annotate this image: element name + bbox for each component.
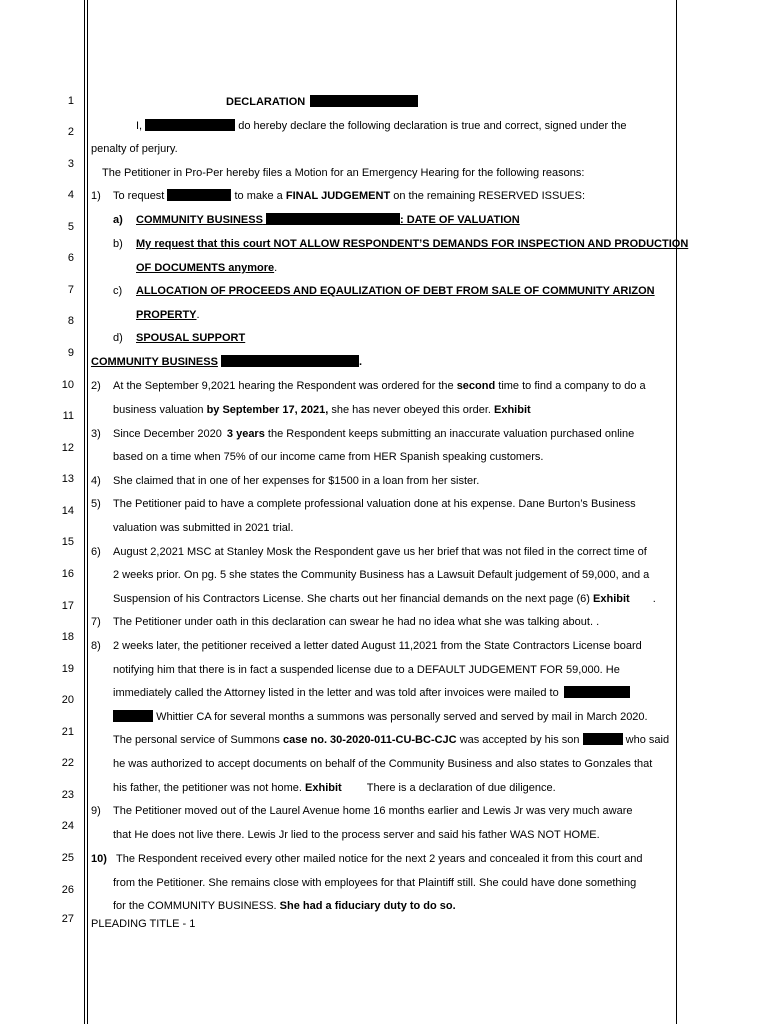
p2-line2 xyxy=(113,403,531,417)
sub-b-part2: OF DOCUMENTS anymore xyxy=(136,262,275,274)
line-number: 17 xyxy=(61,600,74,612)
item1-part-a: To request xyxy=(113,190,165,202)
line-number: 8 xyxy=(67,315,74,327)
p2-1b: second xyxy=(456,380,496,392)
p4-num: 4) xyxy=(91,475,101,487)
line-number: 21 xyxy=(61,726,74,738)
item1-text xyxy=(113,189,585,203)
line-number: 24 xyxy=(61,820,74,832)
p5-line2: valuation was submitted in 2021 trial. xyxy=(113,522,294,534)
intro-line xyxy=(136,119,627,133)
p8-5a: The personal service of Summons xyxy=(113,734,280,746)
p9-line2: that He does not live there. Lewis Jr lied to the process server and said his father WAS NOT HOME. xyxy=(113,829,600,841)
p9-line1: The Petitioner moved out of the Laurel Avenue home 16 months earlier and Lewis Jr was very much aware xyxy=(113,805,633,817)
sub-b-period: . xyxy=(274,262,278,274)
left-margin-rule-outer xyxy=(84,0,85,1024)
declaration-heading xyxy=(226,95,418,109)
p2-num: 2) xyxy=(91,380,101,392)
p10-line2: from the Petitioner. She remains close with employees for that Plaintiff still. She could have done something xyxy=(113,877,637,889)
line-number: 2 xyxy=(67,126,74,138)
sub-a-part2: : DATE OF VALUATION xyxy=(399,214,520,226)
redaction xyxy=(167,189,231,201)
line-number: 26 xyxy=(61,884,74,896)
p8-line1: 2 weeks later, the petitioner received a letter dated August 11,2021 from the State Contractors License board xyxy=(113,640,642,652)
p2-1c: time to find a company to do a xyxy=(498,380,646,392)
redaction xyxy=(113,710,153,722)
line-number: 9 xyxy=(67,347,74,359)
p8-3: immediately called the Attorney listed in the letter and was told after invoices were mailed to xyxy=(113,687,559,699)
p8-line6: he was authorized to accept documents on behalf of the Community Business and also states to Gonzales that xyxy=(113,758,653,770)
sub-b-line2 xyxy=(136,261,277,275)
p3-1c: the Respondent keeps submitting an inaccurate valuation purchased online xyxy=(267,428,635,440)
sub-a-label: a) xyxy=(113,214,123,226)
item1-part-d: on the remaining RESERVED ISSUES: xyxy=(393,190,586,202)
p8-line2: notifying him that there is in fact a suspended license due to a DEFAULT JUDGEMENT FOR 59,000. He xyxy=(113,664,620,676)
p5-line1: The Petitioner paid to have a complete professional valuation done at his expense. Dane Burton’s Business xyxy=(113,498,636,510)
p3-1a: Since December 2020 xyxy=(113,428,222,440)
left-margin-rule-inner xyxy=(87,0,88,1024)
item1-num: 1) xyxy=(91,190,101,202)
sub-a-part1: COMMUNITY BUSINESS xyxy=(136,214,263,226)
redaction xyxy=(583,733,623,745)
redaction xyxy=(310,95,418,107)
line-number: 18 xyxy=(61,631,74,643)
redaction xyxy=(266,213,400,225)
p8-line3 xyxy=(113,686,630,700)
p4-line: She claimed that in one of her expenses for $1500 in a loan from her sister. xyxy=(113,475,480,487)
line-number: 3 xyxy=(67,158,74,170)
sub-c-period: . xyxy=(196,309,200,321)
p7-num: 7) xyxy=(91,616,101,628)
footer-pleading-title: PLEADING TITLE - 1 xyxy=(91,918,196,930)
intro-cont: penalty of perjury. xyxy=(91,143,178,155)
line-number: 16 xyxy=(61,568,74,580)
sub-d-text: SPOUSAL SUPPORT xyxy=(136,332,246,344)
item1-final-judgement: FINAL JUDGEMENT xyxy=(285,190,391,202)
p6-3c: . xyxy=(652,593,656,605)
sub-d-label: d) xyxy=(113,332,123,344)
line-number: 23 xyxy=(61,789,74,801)
redaction xyxy=(145,119,235,131)
p2-1a: At the September 9,2021 hearing the Respondent was ordered for the xyxy=(113,380,454,392)
p8-num: 8) xyxy=(91,640,101,652)
line-number: 12 xyxy=(61,442,74,454)
p3-line2: based on a time when 75% of our income came from HER Spanish speaking customers. xyxy=(113,451,544,463)
line-number: 14 xyxy=(61,505,74,517)
petition-line: The Petitioner in Pro-Per hereby files a Motion for an Emergency Hearing for the following reasons: xyxy=(102,167,585,179)
redaction xyxy=(221,355,359,367)
p8-5c: was accepted by his son xyxy=(459,734,580,746)
p5-num: 5) xyxy=(91,498,101,510)
p8-7a: his father, the petitioner was not home. xyxy=(113,782,302,794)
p3-line1 xyxy=(113,427,634,441)
section-title-text: COMMUNITY BUSINESS xyxy=(91,356,218,368)
sub-c-line2 xyxy=(136,308,200,322)
line-number: 4 xyxy=(67,189,74,201)
p2-2b: by September 17, 2021, xyxy=(206,404,329,416)
line-number: 7 xyxy=(67,284,74,296)
line-number: 15 xyxy=(61,536,74,548)
p8-7c: There is a declaration of due diligence. xyxy=(366,782,556,794)
p10-3b: She had a fiduciary duty to do so. xyxy=(279,900,456,912)
line-number: 10 xyxy=(61,379,74,391)
sub-c-line1: ALLOCATION OF PROCEEDS AND EQAULIZATION OF DEBT FROM SALE OF COMMUNITY ARIZON xyxy=(136,285,655,297)
line-number: 11 xyxy=(62,410,74,422)
sub-b-label: b) xyxy=(113,238,123,250)
line-number: 19 xyxy=(61,663,74,675)
line-number: 13 xyxy=(61,473,74,485)
sub-a-text xyxy=(136,213,520,227)
p9-num: 9) xyxy=(91,805,101,817)
line-number: 5 xyxy=(67,221,74,233)
p6-num: 6) xyxy=(91,546,101,558)
p8-case-no: case no. 30-2020-011-CU-BC-CJC xyxy=(282,734,457,746)
p10-line1: The Respondent received every other mailed notice for the next 2 years and concealed it from this court and xyxy=(116,853,643,865)
p8-line5 xyxy=(113,733,669,747)
p6-line3 xyxy=(113,592,656,606)
p6-3a: Suspension of his Contractors License. She charts out her financial demands on the next page (6) xyxy=(113,593,590,605)
line-number: 25 xyxy=(61,852,74,864)
item1-part-b: to make a xyxy=(234,190,283,202)
p6-exhibit: Exhibit xyxy=(593,593,630,605)
line-number: 27 xyxy=(61,913,74,925)
p2-2a: business valuation xyxy=(113,404,204,416)
p3-1b: 3 years xyxy=(226,428,265,440)
p8-line4 xyxy=(113,710,648,724)
line-number: 1 xyxy=(67,95,74,107)
p7-line: The Petitioner under oath in this declaration can swear he had no idea what she was talking about. . xyxy=(113,616,600,628)
sub-c-part2: PROPERTY xyxy=(136,309,197,321)
p8-exhibit: Exhibit xyxy=(305,782,342,794)
sub-b-line1: My request that this court NOT ALLOW RESPONDENT’S DEMANDS FOR INSPECTION AND PRODUCTION xyxy=(136,238,689,250)
p6-line1: August 2,2021 MSC at Stanley Mosk the Respondent gave us her brief that was not filed in the correct time of xyxy=(113,546,647,558)
line-number: 20 xyxy=(61,694,74,706)
p3-num: 3) xyxy=(91,428,101,440)
p8-4: Whittier CA for several months a summons was personally served and served by mail in March 2020. xyxy=(156,711,648,723)
p10-line3 xyxy=(113,899,456,913)
p2-line1 xyxy=(113,379,646,393)
sub-c-label: c) xyxy=(113,285,123,297)
p10-num: 10) xyxy=(91,853,107,865)
p8-5d: who said xyxy=(625,734,670,746)
p2-exhibit: Exhibit xyxy=(494,404,531,416)
redaction xyxy=(564,686,630,698)
right-margin-rule xyxy=(676,0,677,1024)
section-title xyxy=(91,355,362,369)
line-number: 6 xyxy=(67,252,74,264)
p10-3a: for the COMMUNITY BUSINESS. xyxy=(113,900,277,912)
p6-line2: 2 weeks prior. On pg. 5 she states the Community Business has a Lawsuit Default judgement of 59,000, and a xyxy=(113,569,650,581)
intro-rest: do hereby declare the following declaration is true and correct, signed under the xyxy=(238,120,627,132)
line-number: 22 xyxy=(61,757,74,769)
p8-line7 xyxy=(113,781,556,795)
heading-text: DECLARATION xyxy=(226,96,306,108)
p2-2c: she has never obeyed this order. xyxy=(331,404,491,416)
section-title-end: . xyxy=(358,356,363,368)
intro-i: I, xyxy=(136,120,143,132)
